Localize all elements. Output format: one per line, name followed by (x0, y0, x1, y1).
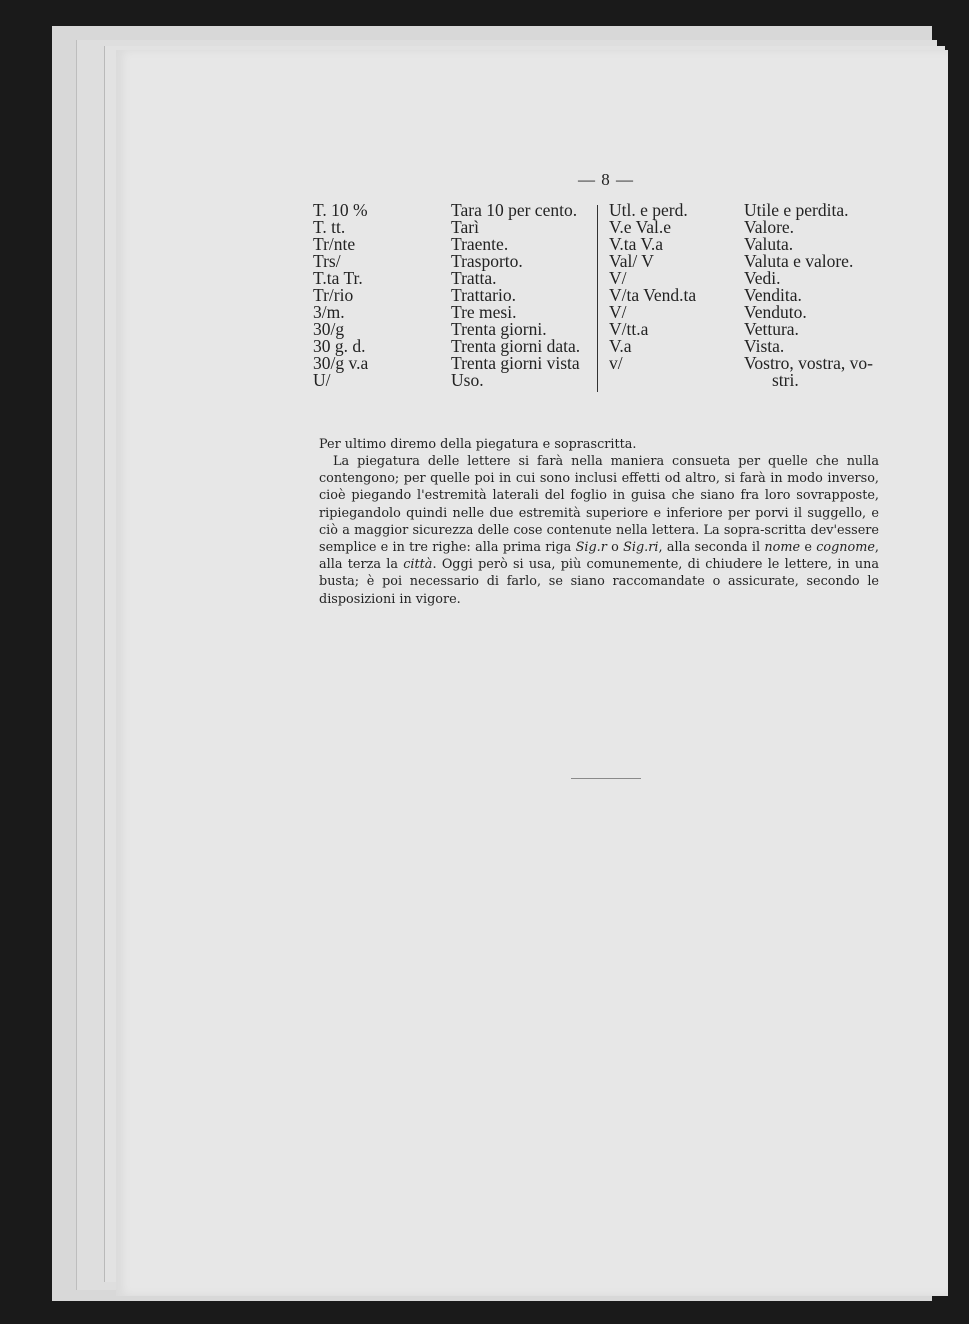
meaning: Trenta giorni data. (451, 336, 581, 356)
abbreviation: Trs/ (313, 251, 341, 271)
abbreviation: v/ (609, 353, 623, 373)
meaning: Vista. (744, 336, 785, 356)
meaning: Trattario. (451, 285, 516, 305)
paragraph-text: La piegatura delle lettere si farà nella maniera consueta per quelle che nulla contengono; per quelle poi in cui sono inclusi effetti od altro, si farà in modo inverso, cioè piegando l'estremità laterali del foglio in guisa che siano fra loro sovrapposte, ripiegandolo quindi nelle due estremità superiore e inferiore per porvi il suggello, e ciò a maggior sicurezza delle cose contenute nella lettera. La sopra-scritta dev'essere semplice e in tre righe: alla prima riga (319, 454, 879, 556)
meaning: Venduto. (744, 302, 807, 322)
italic-term: Sig.ri (623, 540, 659, 556)
abbreviation: V.ta V.a (609, 234, 663, 254)
meaning: Tratta. (451, 268, 497, 288)
abbreviation: V.a (609, 336, 632, 356)
abbreviation: 30/g v.a (313, 353, 369, 373)
abbreviation: Tr/rio (313, 285, 354, 305)
abbreviation: 30 g. d. (313, 336, 366, 356)
meaning: Trasporto. (451, 251, 523, 271)
meaning: Valuta e valore. (744, 251, 854, 271)
meaning: stri. (772, 370, 799, 390)
abbreviation: U/ (313, 370, 331, 390)
horizontal-rule (571, 778, 641, 779)
italic-term: cognome (816, 540, 875, 556)
abbreviation (609, 372, 696, 389)
meaning: Trenta giorni. (451, 319, 547, 339)
abbreviation: T. tt. (313, 217, 346, 237)
meaning-column-left (451, 202, 580, 389)
abbreviation: Tr/nte (313, 234, 356, 254)
abbreviation-column-left (313, 202, 368, 389)
abbreviation: V.e Val.e (609, 217, 672, 237)
meaning: Vettura. (744, 319, 799, 339)
abbreviation: V/ (609, 268, 627, 288)
abbreviation: T.ta Tr. (313, 268, 363, 288)
meaning: Tre mesi. (451, 302, 517, 322)
paragraph-text: , alla terza la (319, 540, 879, 573)
italic-term: Sig.r (575, 540, 607, 556)
abbreviation-column-right (609, 202, 696, 389)
italic-term: nome (764, 540, 801, 556)
abbreviation: T. 10 % (313, 200, 368, 220)
abbreviation: 3/m. (313, 302, 345, 322)
italic-term: città (403, 557, 433, 573)
document-page (116, 50, 948, 1296)
abbreviation: 30/g (313, 319, 345, 339)
meaning-column-right (744, 202, 873, 389)
abbreviation: V/tt.a (609, 319, 649, 339)
meaning: Utile e perdita. (744, 200, 849, 220)
body-paragraph (319, 453, 879, 608)
meaning: Uso. (451, 370, 484, 390)
meaning: Vostro, vostra, vo- (744, 353, 873, 373)
paragraph-text: , alla seconda il (658, 540, 765, 556)
meaning: Traente. (451, 234, 509, 254)
abbreviation: V/ (609, 302, 627, 322)
column-divider (597, 205, 598, 392)
meaning: Valuta. (744, 234, 794, 254)
paragraph-text: . Oggi però si usa, più comunemente, di chiudere le lettere, in una busta; è poi necessario di farlo, se siano raccomandate o assicurate, secondo le disposizioni in vigore. (319, 557, 879, 607)
abbreviation: Utl. e perd. (609, 200, 688, 220)
abbreviation: Val/ V (609, 251, 654, 271)
meaning: Tara 10 per cento. (451, 200, 578, 220)
meaning: Vendita. (744, 285, 802, 305)
meaning: Vedi. (744, 268, 781, 288)
abbreviation: V/ta Vend.ta (609, 285, 697, 305)
intro-paragraph: Per ultimo diremo della piegatura e soprascritta. (319, 437, 637, 452)
meaning: Tarì (451, 217, 479, 237)
meaning: Trenta giorni vista (451, 353, 580, 373)
paragraph-text: o (606, 540, 624, 556)
paragraph-text: e (800, 540, 817, 556)
meaning: Valore. (744, 217, 795, 237)
page-number: — 8 — (578, 170, 634, 189)
